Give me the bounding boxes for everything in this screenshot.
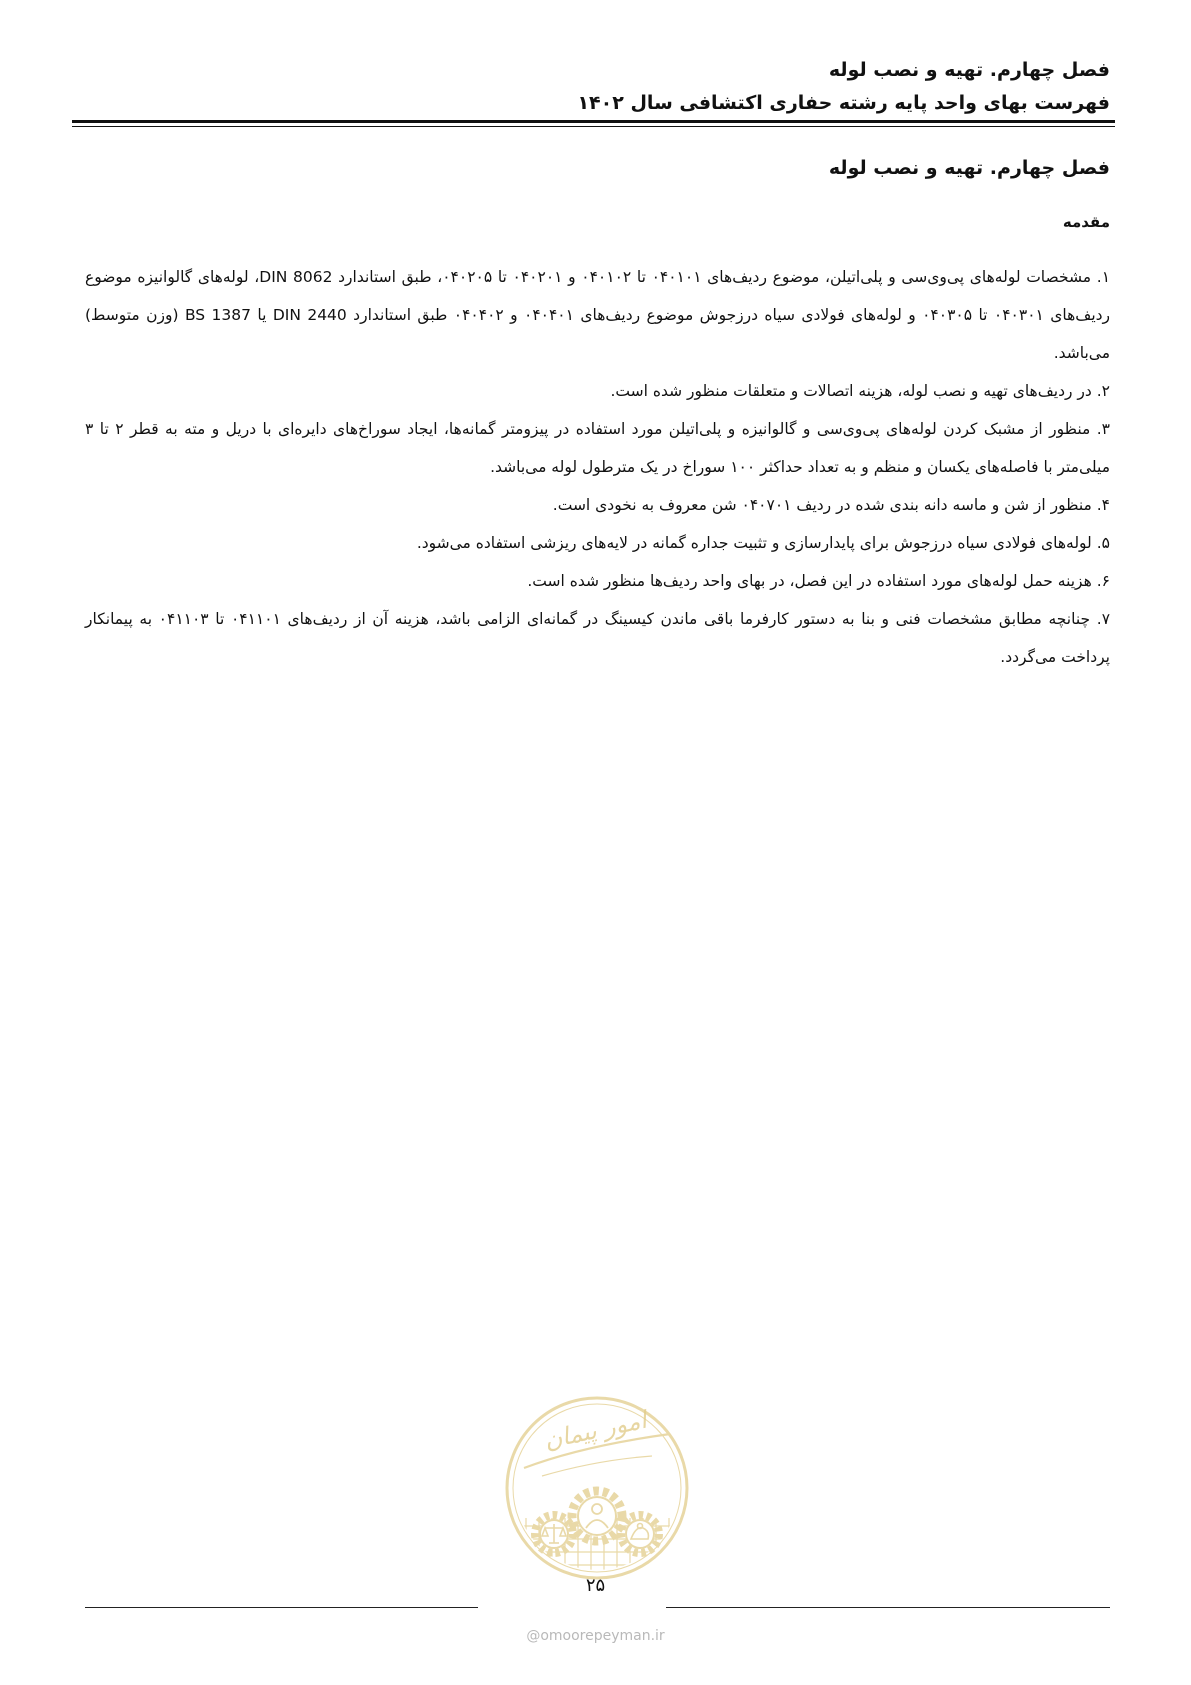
note-text: چنانچه مطابق مشخصات فنی و بنا به دستور کارفرما باقی ماندن کیسینگ در گمانه‌ای الزامی باشد، هزینه آن از ردیف‌های ۰۴۱۱۰۱ تا ۰۴۱۱۰۳ به پیمانکار پرداخت می‌گردد. [85, 610, 1110, 666]
gear-icon-left [535, 1515, 573, 1553]
gear-icon-right [621, 1515, 659, 1553]
footer-rule-right [666, 1607, 1110, 1608]
note-item [85, 486, 1110, 524]
note-number: ۲. [1096, 382, 1110, 400]
page-number: ۲۵ [585, 1575, 606, 1596]
note-text: در ردیف‌های تهیه و نصب لوله، هزینه اتصالات و متعلقات منظور شده است. [610, 382, 1092, 400]
header-rule-thin [72, 126, 1115, 127]
note-item [85, 524, 1110, 562]
note-text: مشخصات لوله‌های پی‌وی‌سی و پلی‌اتیلن، موضوع ردیف‌های ۰۴۰۱۰۱ تا ۰۴۰۱۰۲ و ۰۴۰۲۰۱ تا ۰۴۰۲۰۵، طبق استاندارد DIN 8062، لوله‌های گالوانیزه موضوع ردیف‌های ۰۴۰۳۰۱ تا ۰۴۰۳۰۵ و لوله‌های فولادی سیاه درزجوش موضوع ردیف‌های ۰۴۰۴۰۱ و ۰۴۰۴۰۲ طبق استاندارد DIN 2440 یا BS 1387 (وزن متوسط) می‌باشد. [85, 268, 1111, 362]
note-number: ۱. [1096, 268, 1111, 286]
note-number: ۶. [1096, 572, 1110, 590]
watermark-logo [502, 1376, 692, 1596]
note-item [85, 562, 1110, 600]
note-number: ۵. [1096, 534, 1110, 552]
intro-heading: مقدمه [1062, 213, 1110, 231]
running-header [577, 54, 1110, 120]
note-number: ۴. [1096, 496, 1110, 514]
running-header-title: فهرست بهای واحد پایه رشته حفاری اکتشافی سال ۱۴۰۲ [577, 92, 1110, 114]
note-item [85, 600, 1110, 676]
note-text: لوله‌های فولادی سیاه درزجوش برای پایدارسازی و تثبیت جداره گمانه در لایه‌های ریزشی استفاده می‌شود. [416, 534, 1092, 552]
note-number: ۳. [1096, 420, 1110, 438]
website-watermark: @omoorepeyman.ir [526, 1628, 665, 1644]
note-item [85, 372, 1110, 410]
gear-icon-center [572, 1491, 622, 1541]
note-text: منظور از شن و ماسه دانه بندی شده در ردیف ۰۴۰۷۰۱ شن معروف به نخودی است. [552, 496, 1092, 514]
logo-swoosh-tail [542, 1456, 652, 1476]
note-item [85, 258, 1110, 372]
notes-list [85, 258, 1110, 676]
note-number: ۷. [1096, 610, 1111, 628]
note-item [85, 410, 1110, 486]
footer-rule-left [85, 1607, 478, 1608]
note-text: منظور از مشبک کردن لوله‌های پی‌وی‌سی و گالوانیزه و پلی‌اتیلن مورد استفاده در پیزومتر گمانه‌ها، ایجاد سوراخ‌های دایره‌ای با دریل و مته به قطر ۲ تا ۳ میلی‌متر با فاصله‌های یکسان و منظم و به تعداد حداکثر ۱۰۰ سوراخ در یک مترطول لوله می‌باشد. [85, 420, 1110, 476]
header-rule-thick [72, 120, 1115, 123]
note-text: هزینه حمل لوله‌های مورد استفاده در این فصل، در بهای واحد ردیف‌ها منظور شده است. [527, 572, 1092, 590]
logo-lettering: امور پیمان [541, 1405, 650, 1455]
chapter-title: فصل چهارم. تهیه و نصب لوله [828, 157, 1110, 179]
running-header-chapter: فصل چهارم. تهیه و نصب لوله [828, 59, 1110, 81]
